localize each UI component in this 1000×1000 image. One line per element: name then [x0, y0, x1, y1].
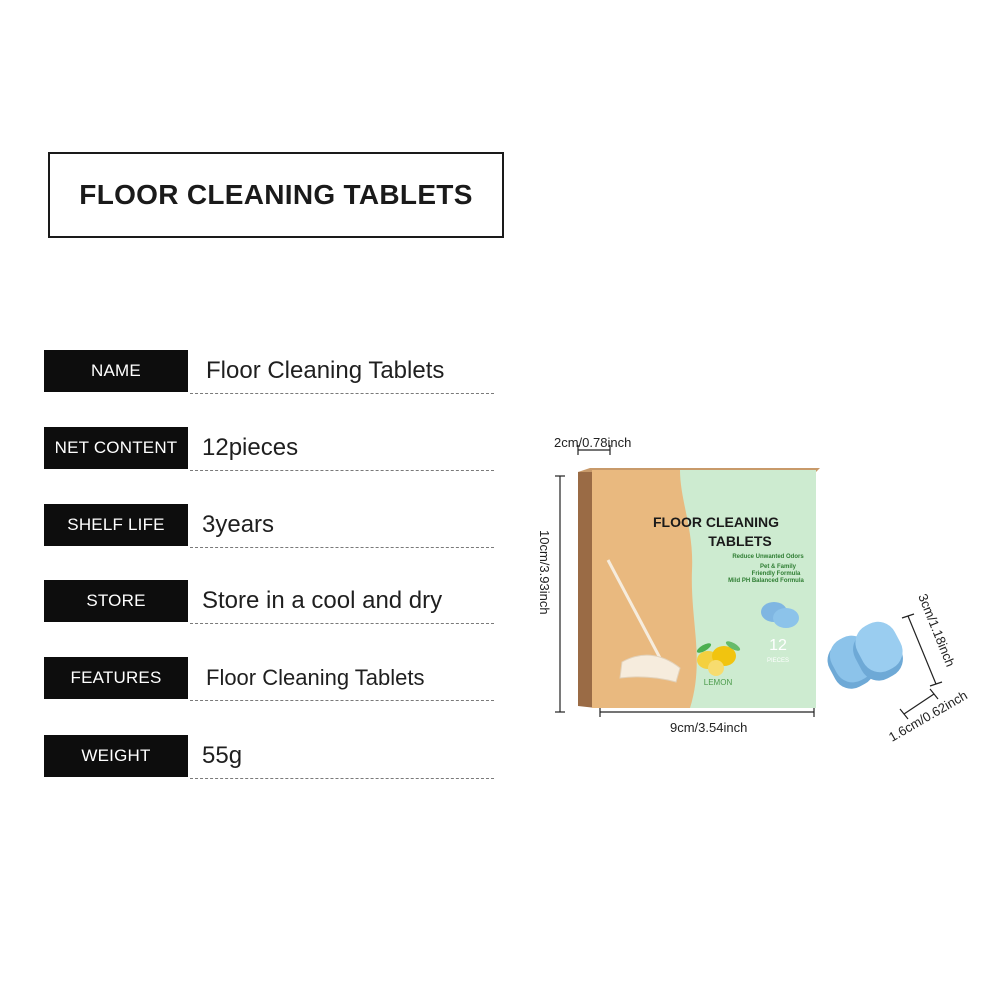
spec-value: Floor Cleaning Tablets — [206, 357, 445, 384]
dimension-tablet-length: 3cm/1.18inch — [915, 591, 959, 669]
spec-value: Store in a cool and dry — [202, 587, 443, 614]
box-title-line1: FLOOR CLEANING — [653, 514, 779, 530]
spec-row-shelf-life — [44, 504, 494, 546]
spec-label: WEIGHT — [44, 735, 188, 777]
dimension-tablet-thickness: 1.6cm/0.62inch — [886, 687, 970, 745]
tablets-icon — [821, 615, 909, 695]
box-feature: Mild PH Balanced Formula — [728, 578, 804, 584]
box-feature: Friendly Formula — [751, 571, 801, 577]
spec-row-features — [44, 657, 494, 699]
box-front-right-panel — [680, 470, 816, 708]
spec-label: SHELF LIFE — [44, 504, 188, 546]
spec-row-store — [44, 580, 494, 622]
spec-label: NET CONTENT — [44, 427, 188, 469]
dashed-divider — [190, 470, 494, 471]
spec-value: 3years — [202, 511, 275, 538]
dashed-divider — [190, 778, 494, 779]
spec-value: 12pieces — [202, 434, 299, 461]
dashed-divider — [190, 393, 494, 394]
box-feature: Pet & Family — [759, 564, 797, 570]
spec-value: 55g — [202, 742, 243, 769]
box-count: 12 — [769, 637, 787, 654]
product-illustration — [530, 420, 990, 760]
spec-row-weight — [44, 735, 494, 777]
spec-row-net-content — [44, 427, 494, 469]
dashed-divider — [190, 700, 494, 701]
title-box — [48, 152, 504, 238]
dimension-width: 9cm/3.54inch — [670, 720, 748, 735]
product-graphic — [530, 420, 990, 760]
spec-row-name — [44, 350, 494, 392]
spec-label: NAME — [44, 350, 188, 392]
spec-label: STORE — [44, 580, 188, 622]
dashed-divider — [190, 547, 494, 548]
box-count-label: PIECES — [766, 658, 790, 664]
spec-label: FEATURES — [44, 657, 188, 699]
box-title-line2: TABLETS — [708, 533, 772, 549]
spec-value: Floor Cleaning Tablets — [206, 665, 425, 690]
box-feature: Reduce Unwanted Odors — [732, 554, 804, 560]
box-scent: LEMON — [703, 678, 733, 687]
dimension-height: 10cm/3.93inch — [537, 530, 552, 615]
page-title: FLOOR CLEANING TABLETS — [79, 179, 473, 210]
dashed-divider — [190, 623, 494, 624]
dimension-depth: 2cm/0.78inch — [554, 435, 632, 450]
